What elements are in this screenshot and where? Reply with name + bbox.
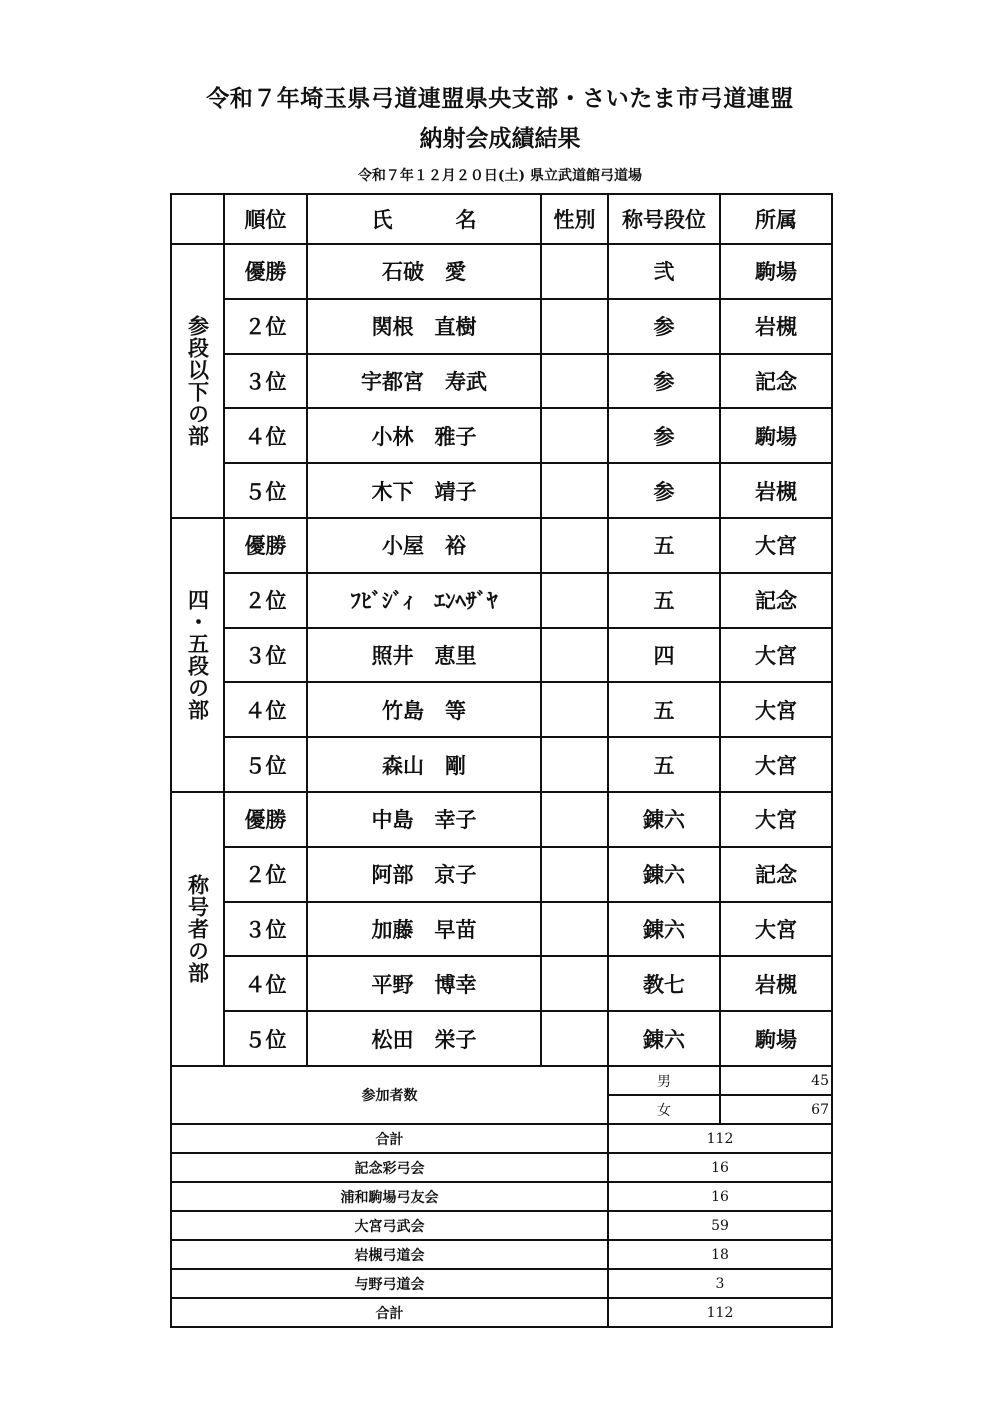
results-table [170,193,833,1067]
header-grade: 称号段位 [608,194,720,244]
name-cell: 竹島 等 [307,682,541,737]
club-count: 59 [608,1211,832,1240]
header-rank: 順位 [224,194,307,244]
rank-cell: ２位 [224,299,307,354]
gender-cell [541,737,608,792]
affiliation-cell: 岩槻 [720,463,832,518]
club-count: 16 [608,1182,832,1211]
participants-summary-table [170,1065,833,1328]
grade-cell: 五 [608,573,720,628]
club-count: 3 [608,1269,832,1298]
affiliation-cell: 岩槻 [720,956,832,1011]
club-name: 大宮弓武会 [171,1211,608,1240]
affiliation-cell: 大宮 [720,682,832,737]
table-row [171,518,832,573]
table-row [171,628,832,683]
gender-cell [541,244,608,299]
rank-cell: ５位 [224,1011,307,1066]
affiliation-cell: 大宮 [720,792,832,847]
rank-cell: ２位 [224,573,307,628]
grand-total-row [171,1298,832,1327]
header-name: 氏 名 [307,194,541,244]
table-row [171,737,832,792]
gender-cell [541,354,608,409]
table-row [171,299,832,354]
division-label: 参段以下の部 [171,244,224,518]
gender-cell [541,792,608,847]
affiliation-cell: 大宮 [720,518,832,573]
name-cell: 石破 愛 [307,244,541,299]
club-row [171,1182,832,1211]
female-count: 67 [720,1095,832,1124]
gender-cell [541,682,608,737]
rank-cell: 優勝 [224,792,307,847]
club-name: 記念彩弓会 [171,1153,608,1182]
gender-cell [541,518,608,573]
table-row [171,408,832,463]
affiliation-cell: 駒場 [720,244,832,299]
male-count: 45 [720,1066,832,1095]
header-affiliation: 所属 [720,194,832,244]
club-row [171,1269,832,1298]
name-cell: 木下 靖子 [307,463,541,518]
name-cell: 宇都宮 寿武 [307,354,541,409]
name-cell: 森山 剛 [307,737,541,792]
name-cell: 関根 直樹 [307,299,541,354]
rank-cell: ３位 [224,902,307,957]
total-count: 112 [608,1124,832,1153]
club-name: 岩槻弓道会 [171,1240,608,1269]
rank-cell: 優勝 [224,244,307,299]
gender-cell [541,628,608,683]
affiliation-cell: 駒場 [720,1011,832,1066]
rank-cell: ４位 [224,682,307,737]
table-row [171,682,832,737]
gender-cell [541,299,608,354]
name-cell: 加藤 早苗 [307,902,541,957]
gender-cell [541,463,608,518]
affiliation-cell: 岩槻 [720,299,832,354]
grade-cell: 参 [608,299,720,354]
grade-cell: 参 [608,408,720,463]
division-label: 四・五段の部 [171,518,224,792]
rank-cell: ２位 [224,847,307,902]
male-label: 男 [608,1066,720,1095]
name-cell: 照井 恵里 [307,628,541,683]
name-cell: 中島 幸子 [307,792,541,847]
table-row [171,902,832,957]
summary-row-male [171,1066,832,1095]
rank-cell: ４位 [224,956,307,1011]
affiliation-cell: 大宮 [720,628,832,683]
grade-cell: 五 [608,737,720,792]
header-gender: 性別 [541,194,608,244]
rank-cell: ３位 [224,628,307,683]
table-row [171,1011,832,1066]
club-row [171,1240,832,1269]
name-cell: 松田 栄子 [307,1011,541,1066]
name-cell: ﾌﾋﾞｼﾞｨ ｴﾝﾍｻﾞﾔ [307,573,541,628]
division-label: 称号者の部 [171,792,224,1066]
gender-cell [541,573,608,628]
affiliation-cell: 大宮 [720,902,832,957]
table-row [171,463,832,518]
grade-cell: 錬六 [608,847,720,902]
grand-total-label: 合計 [171,1298,608,1327]
club-name: 与野弓道会 [171,1269,608,1298]
rank-cell: ５位 [224,737,307,792]
affiliation-cell: 記念 [720,573,832,628]
rank-cell: ５位 [224,463,307,518]
document-subtitle-results: 納射会成績結果 [419,125,581,152]
name-cell: 平野 博幸 [307,956,541,1011]
name-cell: 小屋 裕 [307,518,541,573]
summary-row-total [171,1124,832,1153]
table-row [171,956,832,1011]
grade-cell: 錬六 [608,792,720,847]
gender-cell [541,408,608,463]
club-row [171,1153,832,1182]
grade-cell: 参 [608,463,720,518]
affiliation-cell: 記念 [720,354,832,409]
grade-cell: 教七 [608,956,720,1011]
club-name: 浦和駒場弓友会 [171,1182,608,1211]
female-label: 女 [608,1095,720,1124]
table-row [171,244,832,299]
table-header-row [171,194,832,244]
grade-cell: 五 [608,518,720,573]
gender-cell [541,956,608,1011]
gender-cell [541,847,608,902]
grand-total-count: 112 [608,1298,832,1327]
name-cell: 小林 雅子 [307,408,541,463]
grade-cell: 錬六 [608,1011,720,1066]
club-count: 16 [608,1153,832,1182]
rank-cell: ４位 [224,408,307,463]
table-row [171,573,832,628]
total-label: 合計 [171,1124,608,1153]
grade-cell: 五 [608,682,720,737]
document-title: 令和７年埼玉県弓道連盟県央支部・さいたま市弓道連盟 [206,85,794,112]
gender-cell [541,902,608,957]
grade-cell: 参 [608,354,720,409]
grade-cell: 四 [608,628,720,683]
table-row [171,354,832,409]
rank-cell: ３位 [224,354,307,409]
affiliation-cell: 大宮 [720,737,832,792]
grade-cell: 弐 [608,244,720,299]
event-date-venue: 令和７年１２月２０日(土) 県立武道館弓道場 [357,168,643,184]
affiliation-cell: 記念 [720,847,832,902]
table-row [171,847,832,902]
grade-cell: 錬六 [608,902,720,957]
table-row [171,792,832,847]
club-count: 18 [608,1240,832,1269]
affiliation-cell: 駒場 [720,408,832,463]
rank-cell: 優勝 [224,518,307,573]
participants-label: 参加者数 [171,1066,608,1124]
name-cell: 阿部 京子 [307,847,541,902]
gender-cell [541,1011,608,1066]
club-row [171,1211,832,1240]
header-division [171,194,224,244]
